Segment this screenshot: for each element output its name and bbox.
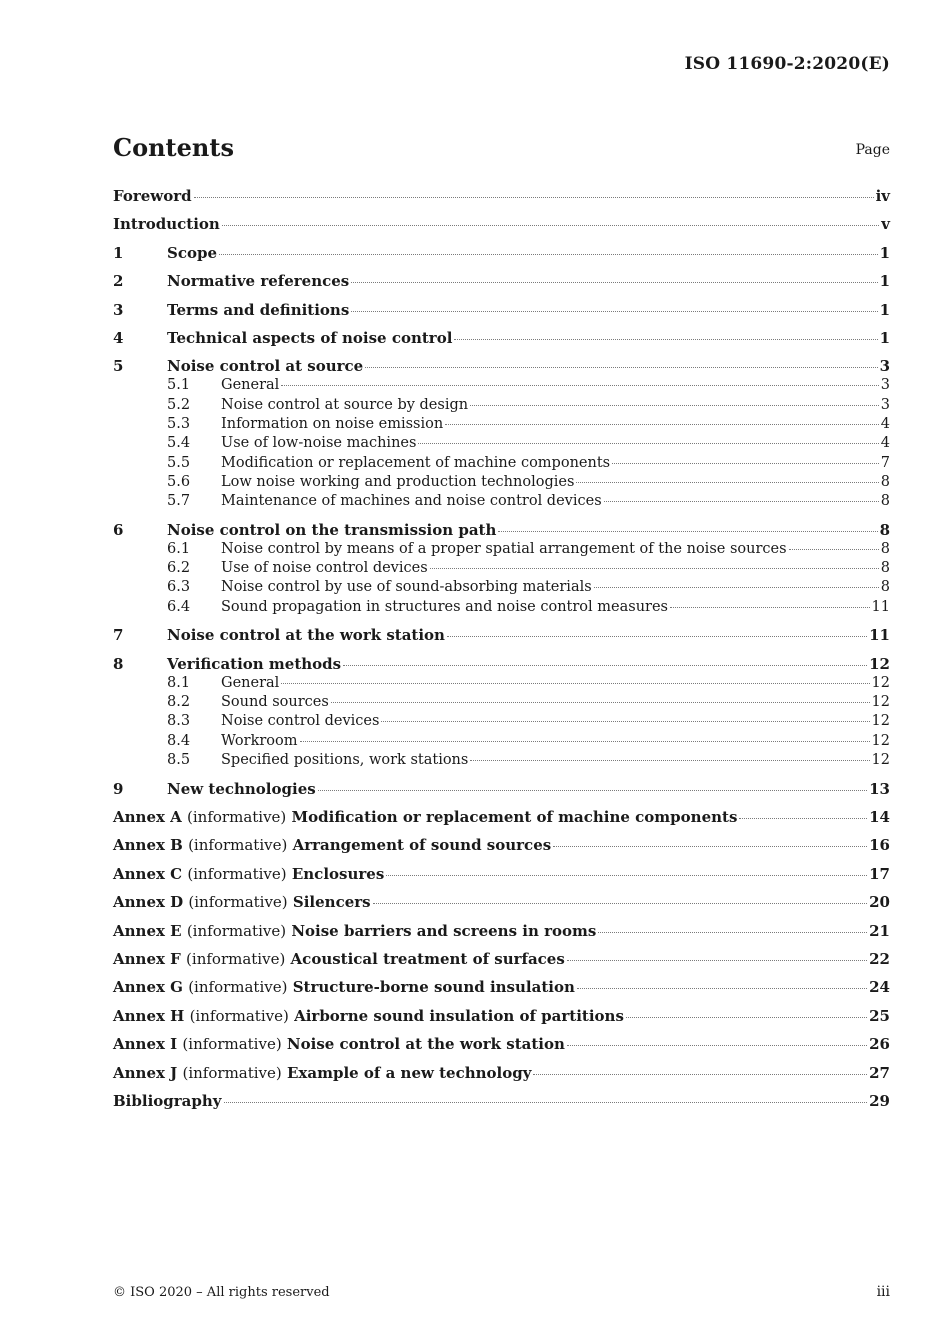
toc-entry-title: Normative references	[167, 272, 350, 291]
toc-entry-title	[113, 1063, 531, 1083]
toc-entry-title: Noise control at the work station	[167, 626, 445, 645]
dot-leader	[533, 1073, 867, 1075]
toc-entry-page: 16	[869, 836, 890, 855]
toc-entry-page: 12	[871, 732, 890, 749]
toc-entry[interactable]	[113, 473, 890, 492]
toc-entry-number: 1	[113, 243, 124, 262]
toc-entry[interactable]	[113, 271, 890, 291]
annex-title: Structure-borne sound insulation	[292, 978, 575, 997]
dot-leader	[300, 740, 870, 742]
annex-label: Annex H	[113, 1006, 185, 1025]
annex-label: Annex B	[113, 836, 183, 855]
dot-leader	[567, 959, 867, 961]
annex-title: Acoustical treatment of surfaces	[290, 950, 565, 968]
toc-entry-title	[113, 977, 575, 997]
toc-entry-title	[113, 835, 551, 855]
annex-label: Annex J	[113, 1063, 178, 1082]
dot-leader	[612, 462, 879, 464]
toc-entry-number: 5.5	[167, 454, 191, 471]
annex-informative-label: (informative)	[186, 950, 286, 968]
annex-title: Enclosures	[291, 864, 385, 883]
dot-leader	[331, 701, 870, 703]
toc-entry-page: 29	[869, 1091, 890, 1110]
dot-leader	[576, 481, 878, 483]
toc-entry-page: 8	[880, 560, 890, 577]
toc-entry-number: 8	[113, 654, 124, 673]
toc-entry-number: 6.1	[167, 540, 191, 557]
toc-entry[interactable]	[113, 654, 890, 674]
toc-entry[interactable]	[113, 328, 890, 348]
toc-entry-page: 8	[880, 579, 890, 596]
toc-entry-number: 6.3	[167, 579, 191, 596]
toc-entry[interactable]	[113, 492, 890, 511]
toc-entry-page: v	[881, 215, 890, 234]
toc-entry[interactable]	[113, 434, 890, 453]
toc-entry-page: 1	[879, 243, 890, 262]
toc-entry-number: 8.2	[167, 694, 191, 711]
toc-entry-page: 1	[879, 272, 890, 291]
toc-entry-page: 20	[869, 893, 890, 912]
toc-entry-title: Information on noise emission	[221, 415, 444, 432]
toc-entry[interactable]	[113, 415, 890, 434]
annex-label: Annex G	[113, 978, 183, 997]
toc-entry[interactable]	[113, 921, 890, 941]
dot-leader	[445, 423, 879, 425]
annex-title: Example of a new technology	[287, 1063, 532, 1082]
toc-entry[interactable]	[113, 559, 890, 578]
toc-entry-page: 3	[880, 377, 890, 394]
footer-page-number: iii	[876, 1284, 890, 1300]
toc-entry[interactable]	[113, 807, 890, 827]
toc-entry-title: Noise control at source by design	[221, 396, 469, 413]
toc-entry-number: 8.1	[167, 674, 191, 691]
dot-leader	[604, 500, 879, 502]
toc-entry-page: 13	[869, 779, 890, 798]
toc-entry-title: Noise control devices	[221, 713, 380, 730]
toc-entry-number: 2	[113, 272, 124, 291]
contents-title: Contents	[113, 133, 234, 162]
toc-entry-number: 9	[113, 779, 124, 798]
annex-title: Arrangement of sound sources	[292, 836, 552, 855]
annex-label: Annex A	[113, 808, 182, 827]
toc-entry[interactable]	[113, 712, 890, 731]
dot-leader	[470, 404, 879, 406]
toc-entry-page: 1	[879, 300, 890, 319]
annex-title: Noise control at the work station	[286, 1035, 565, 1054]
toc-entry-title: Bibliography	[113, 1091, 222, 1110]
toc-entry[interactable]	[113, 598, 890, 617]
toc-entry-title: Introduction	[113, 215, 220, 234]
toc-entry-page: 8	[880, 473, 890, 490]
dot-leader	[567, 1044, 867, 1046]
dot-leader	[577, 987, 867, 989]
toc-entry-page: 4	[880, 435, 890, 452]
dot-leader	[430, 567, 879, 569]
toc-entry-title: Noise control by use of sound-absorbing materials	[221, 579, 592, 596]
toc-entry-number: 7	[113, 626, 124, 645]
annex-informative-label: (informative)	[188, 893, 288, 912]
toc-entry[interactable]	[113, 625, 890, 645]
toc-entry-page: 21	[869, 921, 890, 940]
toc-entry-page: 8	[880, 493, 890, 510]
page-column-label: Page	[855, 142, 890, 158]
toc-entry-page: 11	[871, 598, 890, 615]
dot-leader	[222, 224, 879, 226]
toc-entry-page: 8	[879, 520, 890, 539]
toc-entry-title: Noise control at source	[167, 357, 364, 376]
dot-leader	[351, 281, 877, 283]
annex-title: Silencers	[292, 893, 371, 912]
annex-label: Annex F	[113, 950, 181, 968]
toc-entry-title: Sound sources	[221, 694, 329, 711]
toc-entry-title: Modification or replacement of machine components	[221, 454, 611, 471]
toc-entry-title: Terms and definitions	[167, 300, 350, 319]
dot-leader	[447, 635, 867, 637]
toc-entry-title: Scope	[167, 243, 218, 262]
toc-entry-title	[113, 949, 565, 969]
toc-entry[interactable]	[113, 520, 890, 540]
annex-title: Noise barriers and screens in rooms	[291, 921, 597, 940]
toc-entry[interactable]	[113, 674, 890, 693]
dot-leader	[365, 366, 877, 368]
dot-leader	[281, 682, 869, 684]
annex-informative-label: (informative)	[188, 978, 288, 997]
annex-title: Airborne sound insulation of partitions	[294, 1006, 624, 1025]
toc-entry-page: 11	[869, 626, 890, 645]
toc-entry[interactable]	[113, 751, 890, 770]
toc-entry[interactable]	[113, 356, 890, 376]
dot-leader	[386, 874, 867, 876]
toc-entry[interactable]	[113, 892, 890, 912]
toc-entry-number: 6.4	[167, 598, 191, 615]
toc-entry-title: Use of low-noise machines	[221, 435, 417, 452]
dot-leader	[318, 789, 867, 791]
toc-entry-title: Foreword	[113, 187, 192, 205]
toc-entry-title	[113, 921, 596, 941]
toc-entry-page: 7	[880, 454, 890, 471]
toc-entry-title	[113, 807, 737, 827]
annex-label: Annex C	[113, 864, 183, 883]
toc-entry-title: General	[221, 377, 280, 394]
toc-entry[interactable]	[113, 578, 890, 597]
toc-entry-title: Specified positions, work stations	[221, 751, 469, 768]
toc-entry-number: 6	[113, 520, 124, 539]
document-id-header: ISO 11690-2:2020(E)	[684, 54, 890, 74]
toc-entry-title	[113, 1006, 624, 1026]
toc-entry-number: 5.2	[167, 396, 191, 413]
annex-informative-label: (informative)	[188, 836, 288, 855]
dot-leader	[470, 759, 869, 761]
dot-leader	[351, 310, 877, 312]
toc-entry-page: 27	[869, 1063, 890, 1082]
toc-entry-title: Low noise working and production technologies	[221, 473, 575, 490]
dot-leader	[224, 1101, 868, 1103]
annex-label: Annex E	[113, 921, 182, 940]
toc-entry-page: 12	[871, 713, 890, 730]
toc-entry-title	[113, 864, 384, 884]
toc-entry-title: Noise control by means of a proper spatial arrangement of the noise sources	[221, 540, 787, 557]
toc-entry-number: 5.3	[167, 415, 191, 432]
toc-entry[interactable]	[113, 977, 890, 997]
dot-leader	[281, 384, 878, 386]
toc-entry-page: 12	[869, 654, 890, 673]
dot-leader	[670, 606, 870, 608]
dot-leader	[373, 902, 868, 904]
toc-entry-page: 12	[871, 674, 890, 691]
toc-entry-page: 24	[869, 978, 890, 997]
toc-entry-title: Sound propagation in structures and noise control measures	[221, 598, 668, 615]
dot-leader	[789, 548, 879, 550]
toc-entry-number: 5.4	[167, 435, 191, 452]
toc-entry-page: 1	[879, 328, 890, 347]
dot-leader	[626, 1016, 867, 1018]
toc-entry-page: 25	[869, 1006, 890, 1025]
toc-entry-page: 8	[880, 540, 890, 557]
toc-entry[interactable]	[113, 835, 890, 855]
toc-entry-number: 4	[113, 328, 124, 347]
toc-entry-page: 26	[869, 1035, 890, 1054]
toc-entry-number: 8.5	[167, 751, 191, 768]
dot-leader	[594, 586, 879, 588]
toc-entry[interactable]	[113, 300, 890, 320]
toc-entry-title: Noise control on the transmission path	[167, 520, 497, 539]
toc-entry-page: 22	[869, 950, 890, 968]
annex-informative-label: (informative)	[187, 808, 287, 827]
toc-entry-title	[113, 1034, 565, 1054]
toc-entry[interactable]	[113, 1006, 890, 1026]
dot-leader	[194, 196, 874, 198]
toc-entry[interactable]	[113, 732, 890, 751]
toc-entry[interactable]	[113, 396, 890, 415]
toc-entry-title: Workroom	[221, 732, 298, 749]
toc-entry[interactable]	[113, 1034, 890, 1054]
toc-entry[interactable]	[113, 1063, 890, 1083]
toc-entry-title: New technologies	[167, 779, 316, 798]
toc-entry[interactable]	[113, 376, 890, 395]
toc-entry[interactable]	[113, 1091, 890, 1111]
annex-informative-label: (informative)	[182, 1035, 282, 1054]
dot-leader	[381, 720, 869, 722]
dot-leader	[343, 664, 867, 666]
toc-entry-title: Technical aspects of noise control	[167, 328, 453, 347]
toc-entry-page: 4	[880, 415, 890, 432]
toc-entry-number: 3	[113, 300, 124, 319]
annex-label: Annex D	[113, 893, 184, 912]
toc-entry[interactable]	[113, 949, 890, 969]
toc-entry-number: 8.3	[167, 713, 191, 730]
toc-entry-page: iv	[875, 187, 890, 205]
toc-entry-page: 3	[880, 396, 890, 413]
toc-entry[interactable]	[113, 214, 890, 234]
annex-informative-label: (informative)	[186, 921, 287, 940]
toc-entry-page: 12	[871, 694, 890, 711]
toc-entry[interactable]	[113, 454, 890, 473]
toc-entry-page: 14	[869, 808, 890, 827]
toc-entry-page: 3	[879, 357, 890, 376]
toc-entry-number: 8.4	[167, 732, 191, 749]
toc-entry-number: 5.6	[167, 473, 191, 490]
toc-entry-number: 5	[113, 357, 124, 376]
dot-leader	[454, 338, 877, 340]
toc-entry[interactable]	[113, 186, 890, 206]
toc-entry-number: 5.1	[167, 377, 191, 394]
dot-leader	[418, 442, 878, 444]
footer-copyright: © ISO 2020 – All rights reserved	[113, 1285, 330, 1300]
toc-entry-title: Maintenance of machines and noise control devices	[221, 493, 602, 510]
annex-label: Annex I	[113, 1035, 178, 1054]
annex-informative-label: (informative)	[182, 1063, 282, 1082]
dot-leader	[598, 931, 867, 933]
toc-entry-title: Verification methods	[167, 654, 342, 673]
dot-leader	[553, 845, 867, 847]
toc-entry[interactable]	[113, 864, 890, 884]
toc-entry-title: General	[221, 674, 280, 691]
toc-entry[interactable]	[113, 779, 890, 799]
table-of-contents	[113, 186, 890, 1111]
annex-informative-label: (informative)	[187, 864, 287, 883]
dot-leader	[498, 530, 877, 532]
toc-entry-page: 12	[871, 751, 890, 768]
dot-leader	[739, 817, 867, 819]
toc-entry[interactable]	[113, 540, 890, 559]
toc-entry-page: 17	[869, 864, 890, 883]
toc-entry-title: Use of noise control devices	[221, 560, 428, 577]
annex-informative-label: (informative)	[189, 1006, 289, 1025]
toc-entry-number: 5.7	[167, 493, 191, 510]
toc-entry[interactable]	[113, 243, 890, 263]
dot-leader	[219, 253, 878, 255]
toc-entry-number: 6.2	[167, 560, 191, 577]
toc-entry-title	[113, 892, 371, 912]
toc-entry[interactable]	[113, 693, 890, 712]
annex-title: Modification or replacement of machine components	[291, 808, 738, 827]
